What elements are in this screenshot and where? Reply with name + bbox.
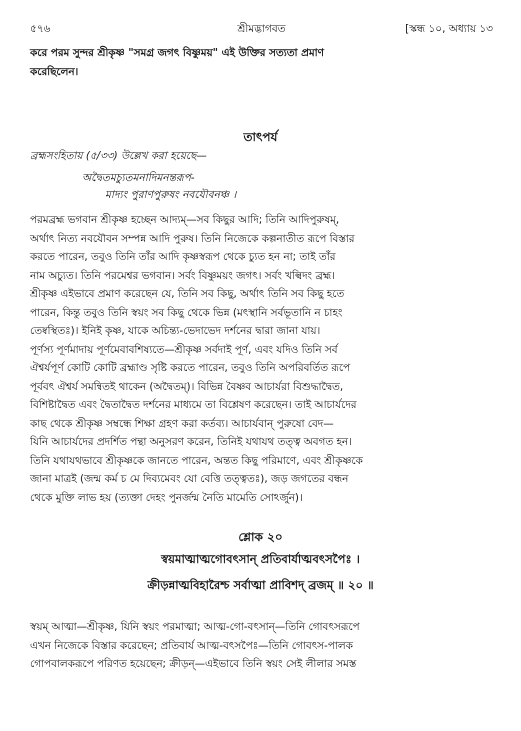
text-line: স্বয়ম্ আত্মা—শ্রীকৃষ্ণ, যিনি স্বয়ং পরমাত্মা; আত্ম-গো-বৎসান্—তিনি গোবৎসরূপে — [30, 621, 360, 633]
text-line: যিনি আচার্যদের প্রদর্শিত পন্থা অনুসরণ করেন, তিনিই যথাযথ তত্ত্ব অবগত হন। — [30, 436, 352, 448]
text-line: থেকে মুক্তি লাভ হয় (ত্যক্তা দেহং পুনর্জন্ম নৈতি মামেতি সোঽর্জুন)। — [30, 491, 303, 504]
text-line: জানা মাত্রই (জন্ম কর্ম চ মে দিব্যমেবং যো বেত্তি তত্ত্বতঃ), জড় জগতের বন্ধন — [30, 473, 349, 485]
chapter-reference: [স্কন্ধ ১০, অধ্যায় ১৩ — [405, 23, 493, 35]
text-line: পারেন, কিন্তু তবুও তিনি স্বয়ং সব কিছু থেকে ভিন্ন (মৎস্থানি সর্বভূতানি ন চাহং — [30, 306, 343, 319]
sloka-line: স্বয়মাত্মাত্মগোবৎসান্ প্রতিবার্যাত্মবৎসপৈঃ । — [161, 552, 360, 566]
running-header — [30, 22, 493, 38]
text-line: পূর্ববৎ ঐশ্বর্য সমন্বিতই থাকেন (অদ্বৈতম্)। বিভিন্ন বৈষ্ণব আচার্যরা বিশুদ্ধাদ্বৈত, — [30, 380, 344, 393]
text-line: কাছ থেকে শ্রীকৃষ্ণ সম্বন্ধে শিক্ষা গ্রহণ করা কর্তব্য। আচার্যবান্ পুরুষো বেদ— — [30, 417, 334, 430]
synonyms — [30, 618, 493, 674]
text-line: এখন নিজেকে বিস্তার করেছেন; প্রতিবার্য আত্ম-বৎসপৈঃ—তিনি গোবৎস-পালক — [30, 639, 353, 652]
text-line: পরমব্রহ্ম ভগবান শ্রীকৃষ্ণ হচ্ছেন আদ্যম্—সব কিছুর আদি; তিনি আদিপুরুষম্, — [30, 214, 340, 226]
translation-text — [30, 44, 493, 81]
quoted-verse-line: মাদ্যং পুরাণপুরুষং নবযৌবনঞ্চ । — [105, 189, 237, 201]
text-line: তেষ্বস্থিতঃ)। ইনিই কৃষ্ণ, যাকে অচিন্ত্য-ভেদাভেদ দর্শনের দ্বারা জানা যায়। — [30, 325, 321, 337]
text-line: তিনি যথাযথভাবে শ্রীকৃষ্ণকে জানতে পারেন, অন্তত কিছু পরিমাণে, এবং শ্রীকৃষ্ণকে — [30, 454, 363, 467]
purport-heading: তাৎপর্য — [243, 130, 278, 144]
sloka-heading: শ্লোক ২০ — [238, 530, 283, 544]
text-line: ঐশ্বর্যপূর্ণ কোটি কোটি ব্রহ্মাণ্ড সৃষ্টি করতে পারেন, তবুও তিনি অপরিবর্তিত রূপে — [30, 362, 351, 374]
text-line: শ্রীকৃষ্ণ এইভাবে প্রমাণ করেছেন যে, তিনি সব কিছু, অর্থাৎ তিনি সব কিছু হতে — [30, 288, 345, 300]
text-line: অর্থাৎ নিত্য নবযৌবন সম্পন্ন আদি পুরুষ। তিনি নিজেকে কল্পনাতীত রূপে বিস্তার — [30, 232, 355, 245]
book-title: শ্রীমদ্ভাগবত — [237, 23, 286, 35]
text-line: করেছিলেন। — [30, 65, 79, 78]
sloka-line: ক্রীড়ন্নাত্মবিহারৈশ্চ সর্বাত্মা প্রাবিশদ্ ব্রজম্ ॥ ২০ ॥ — [147, 578, 374, 592]
text-line: পূর্ণস্য পূর্ণমাদায় পূর্ণমেবাবশিষ্যতে—শ্রীকৃষ্ণ সর্বদাই পূর্ণ, এবং যদিও তিনি সর্ব — [30, 343, 338, 356]
text-line: করে পরম সুন্দর শ্রীকৃষ্ণ "সমগ্র জগৎ বিষ্ণুময়" এই উক্তির সত্যতা প্রমাণ — [30, 47, 324, 59]
text-line: করতে পারেন, তবুও তিনি তাঁর আদি কৃষ্ণস্বরূপ থেকে চ্যুত হন না; তাই তাঁর — [30, 251, 336, 263]
text-line: নাম অচ্যুত। তিনি পরমেশ্বর ভগবান। সর্বং বিষ্ণুময়ং জগৎ। সর্বং খল্বিদং ব্রহ্ম। — [30, 269, 335, 282]
reference-line: ব্রহ্মসংহিতায় (৫/৩৩) উল্লেখ করা হয়েছে— — [30, 150, 207, 162]
text-line: বিশিষ্টাদ্বৈত এবং দ্বৈতাদ্বৈত দর্শনের মাধ্যমে তা বিশ্লেষণ করেছেন। তাই আচার্যদের — [30, 399, 357, 411]
page-number: ৫৭৬ — [30, 23, 51, 35]
purport-body — [30, 211, 493, 507]
quoted-verse-line: অদ্বৈতমচ্যুতমনাদিমনন্তরূপ- — [82, 172, 195, 184]
text-line: গোপবালকরূপে পরিণত হয়েছেন; ক্রীড়ন্—এইভাবে তিনি স্বয়ং সেই লীলার সমস্ত — [30, 658, 357, 670]
